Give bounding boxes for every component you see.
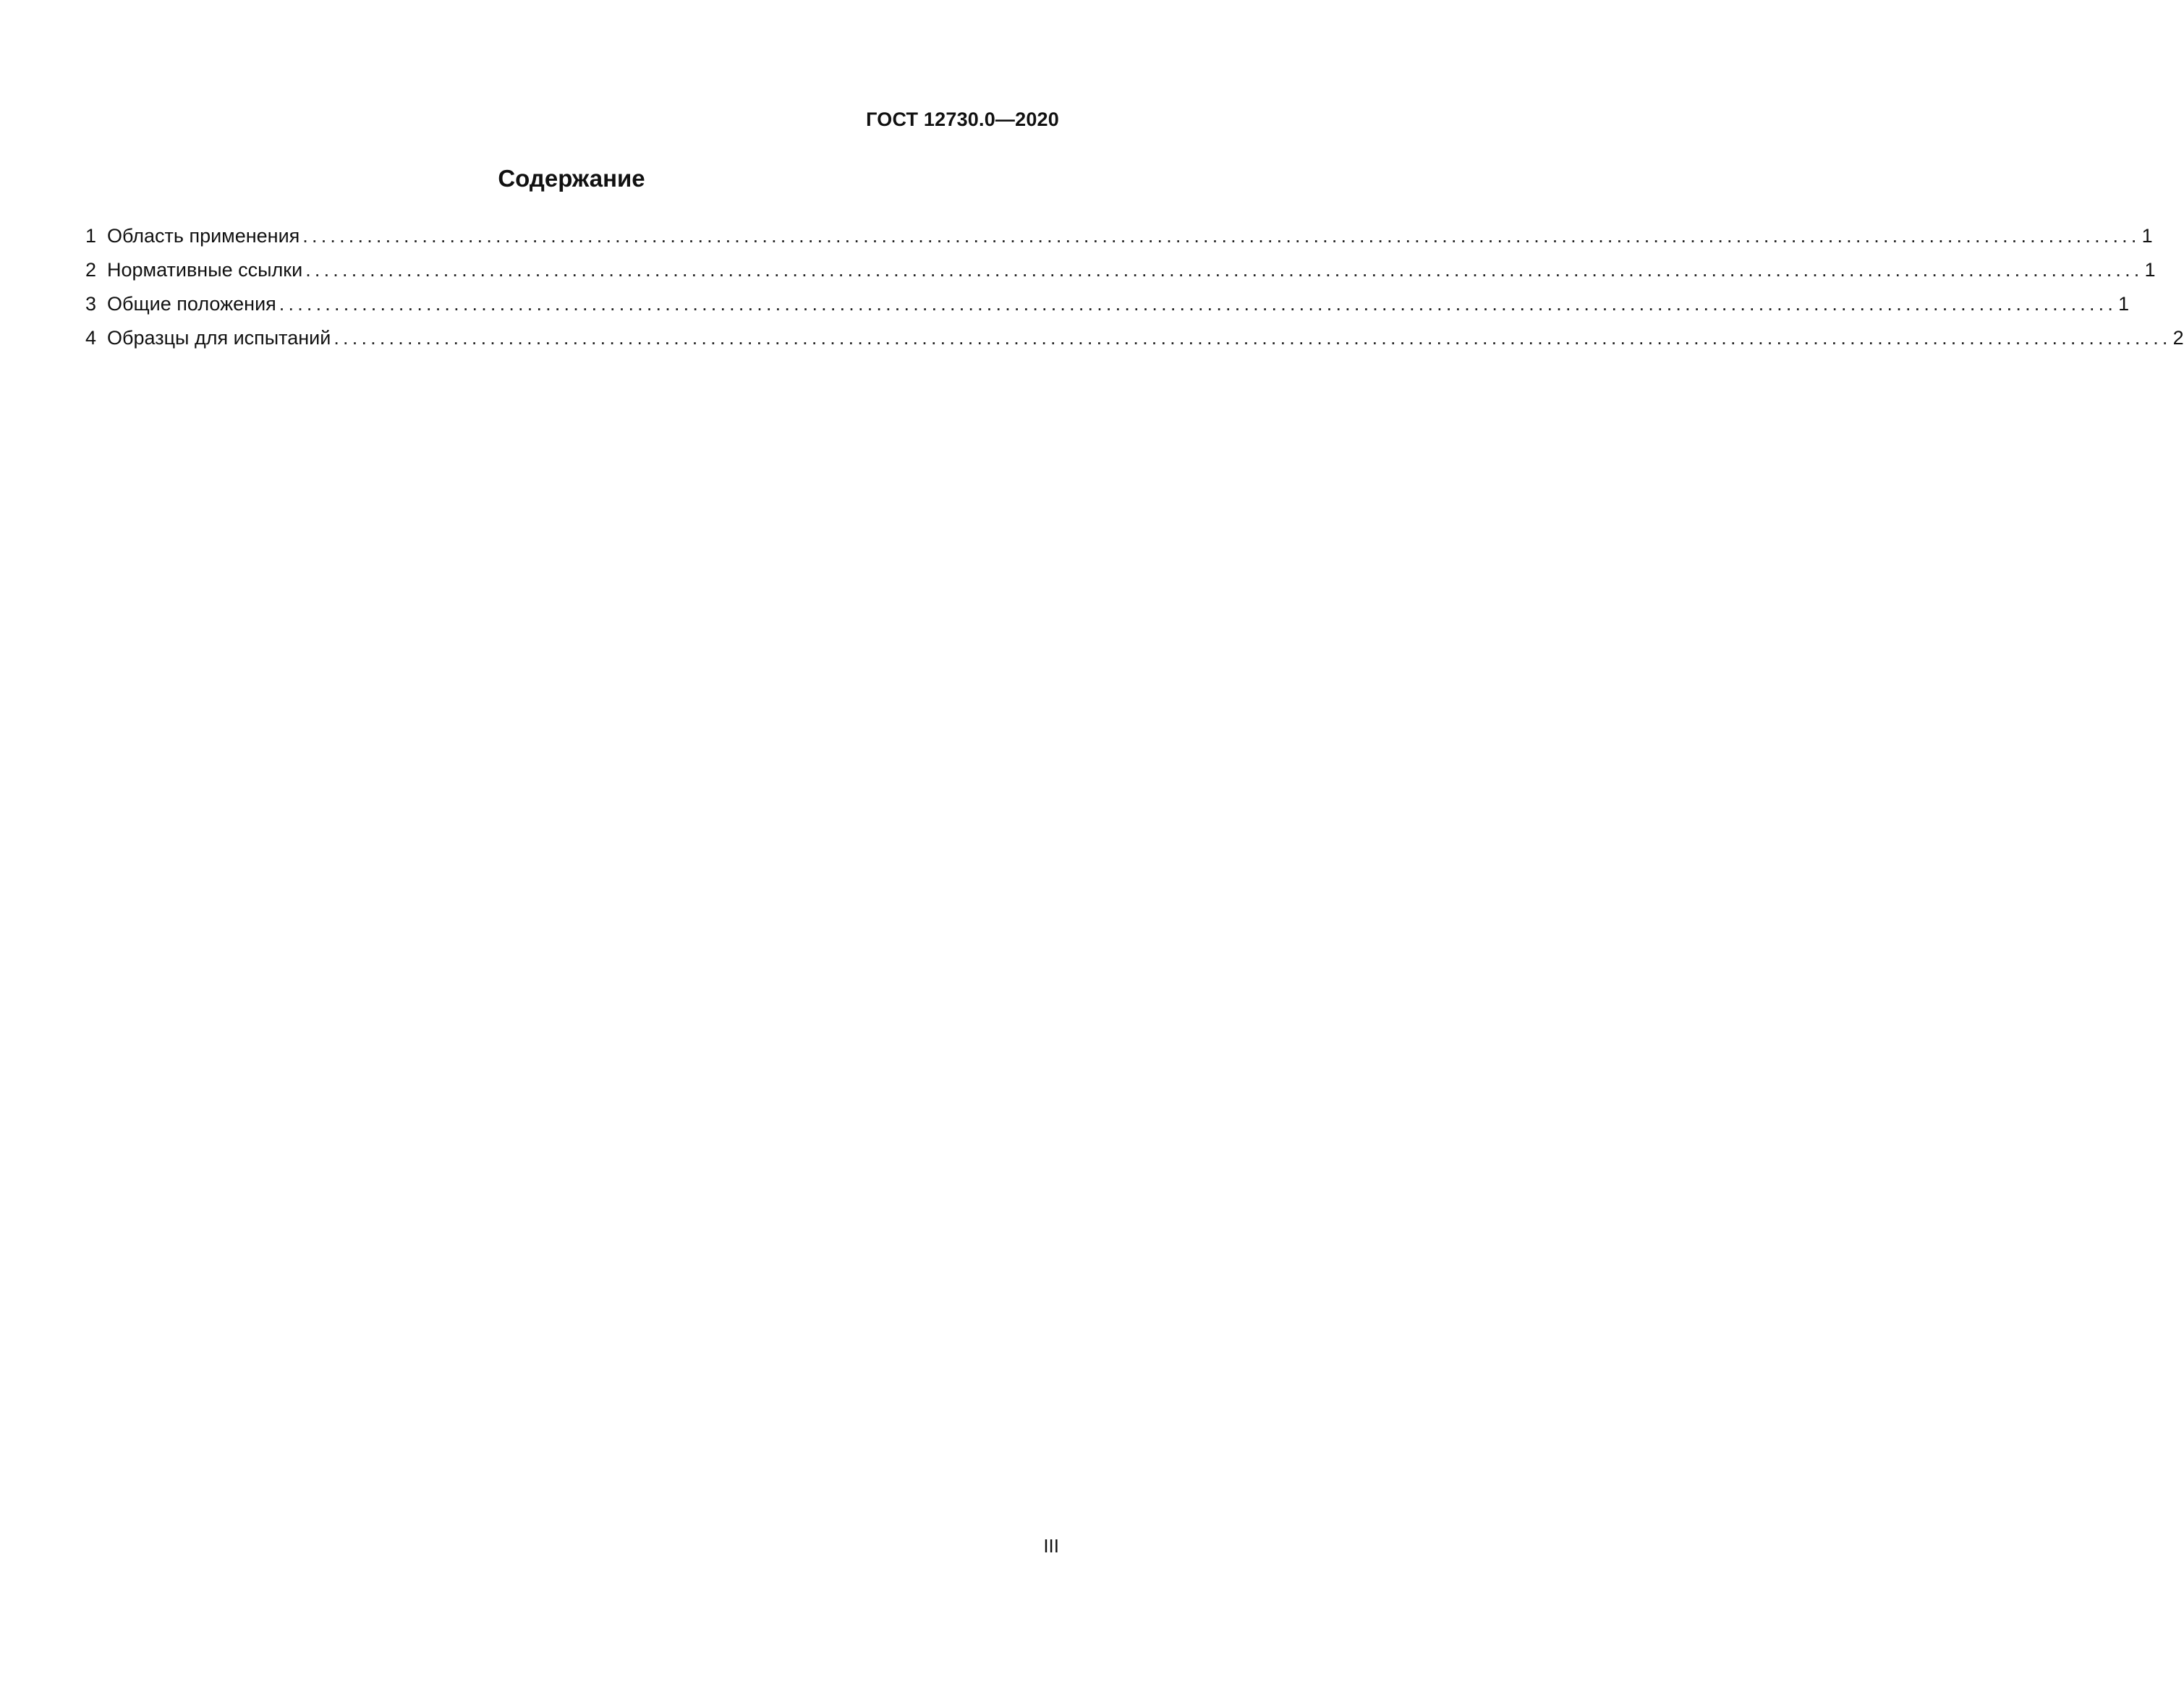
toc-dot-leader: ........................................................................................................................................................................................................ <box>305 259 2143 281</box>
toc-dot-leader: ........................................................................................................................................................................................................ <box>279 293 2117 315</box>
toc-entry-page: 1 <box>2118 293 2130 315</box>
toc-entry-page: 2 <box>2172 327 2184 349</box>
toc-entry <box>85 321 2184 355</box>
toc-title: Содержание <box>498 165 645 192</box>
toc-entry-page: 1 <box>2141 225 2153 247</box>
toc-dot-leader: ........................................................................................................................................................................................................ <box>333 327 2172 349</box>
toc-entry-text: Общие положения <box>107 293 276 315</box>
toc-entry <box>85 253 2156 287</box>
toc-entry-number: 4 <box>85 327 97 349</box>
toc-entry-page: 1 <box>2144 259 2156 281</box>
page-number: III <box>1043 1535 1059 1557</box>
toc-entry <box>85 287 2130 321</box>
toc-entry-number: 3 <box>85 293 97 315</box>
document-code: ГОСТ 12730.0—2020 <box>866 109 1059 130</box>
toc-entry-text: Нормативные ссылки <box>107 259 303 281</box>
toc-entry-text: Область применения <box>107 225 300 247</box>
toc-dot-leader: ........................................................................................................................................................................................................ <box>302 225 2141 247</box>
toc-entry-text: Образцы для испытаний <box>107 327 331 349</box>
toc-entry-number: 2 <box>85 259 97 281</box>
table-of-contents <box>85 219 2184 355</box>
toc-entry <box>85 219 2153 253</box>
toc-entry-number: 1 <box>85 225 97 247</box>
